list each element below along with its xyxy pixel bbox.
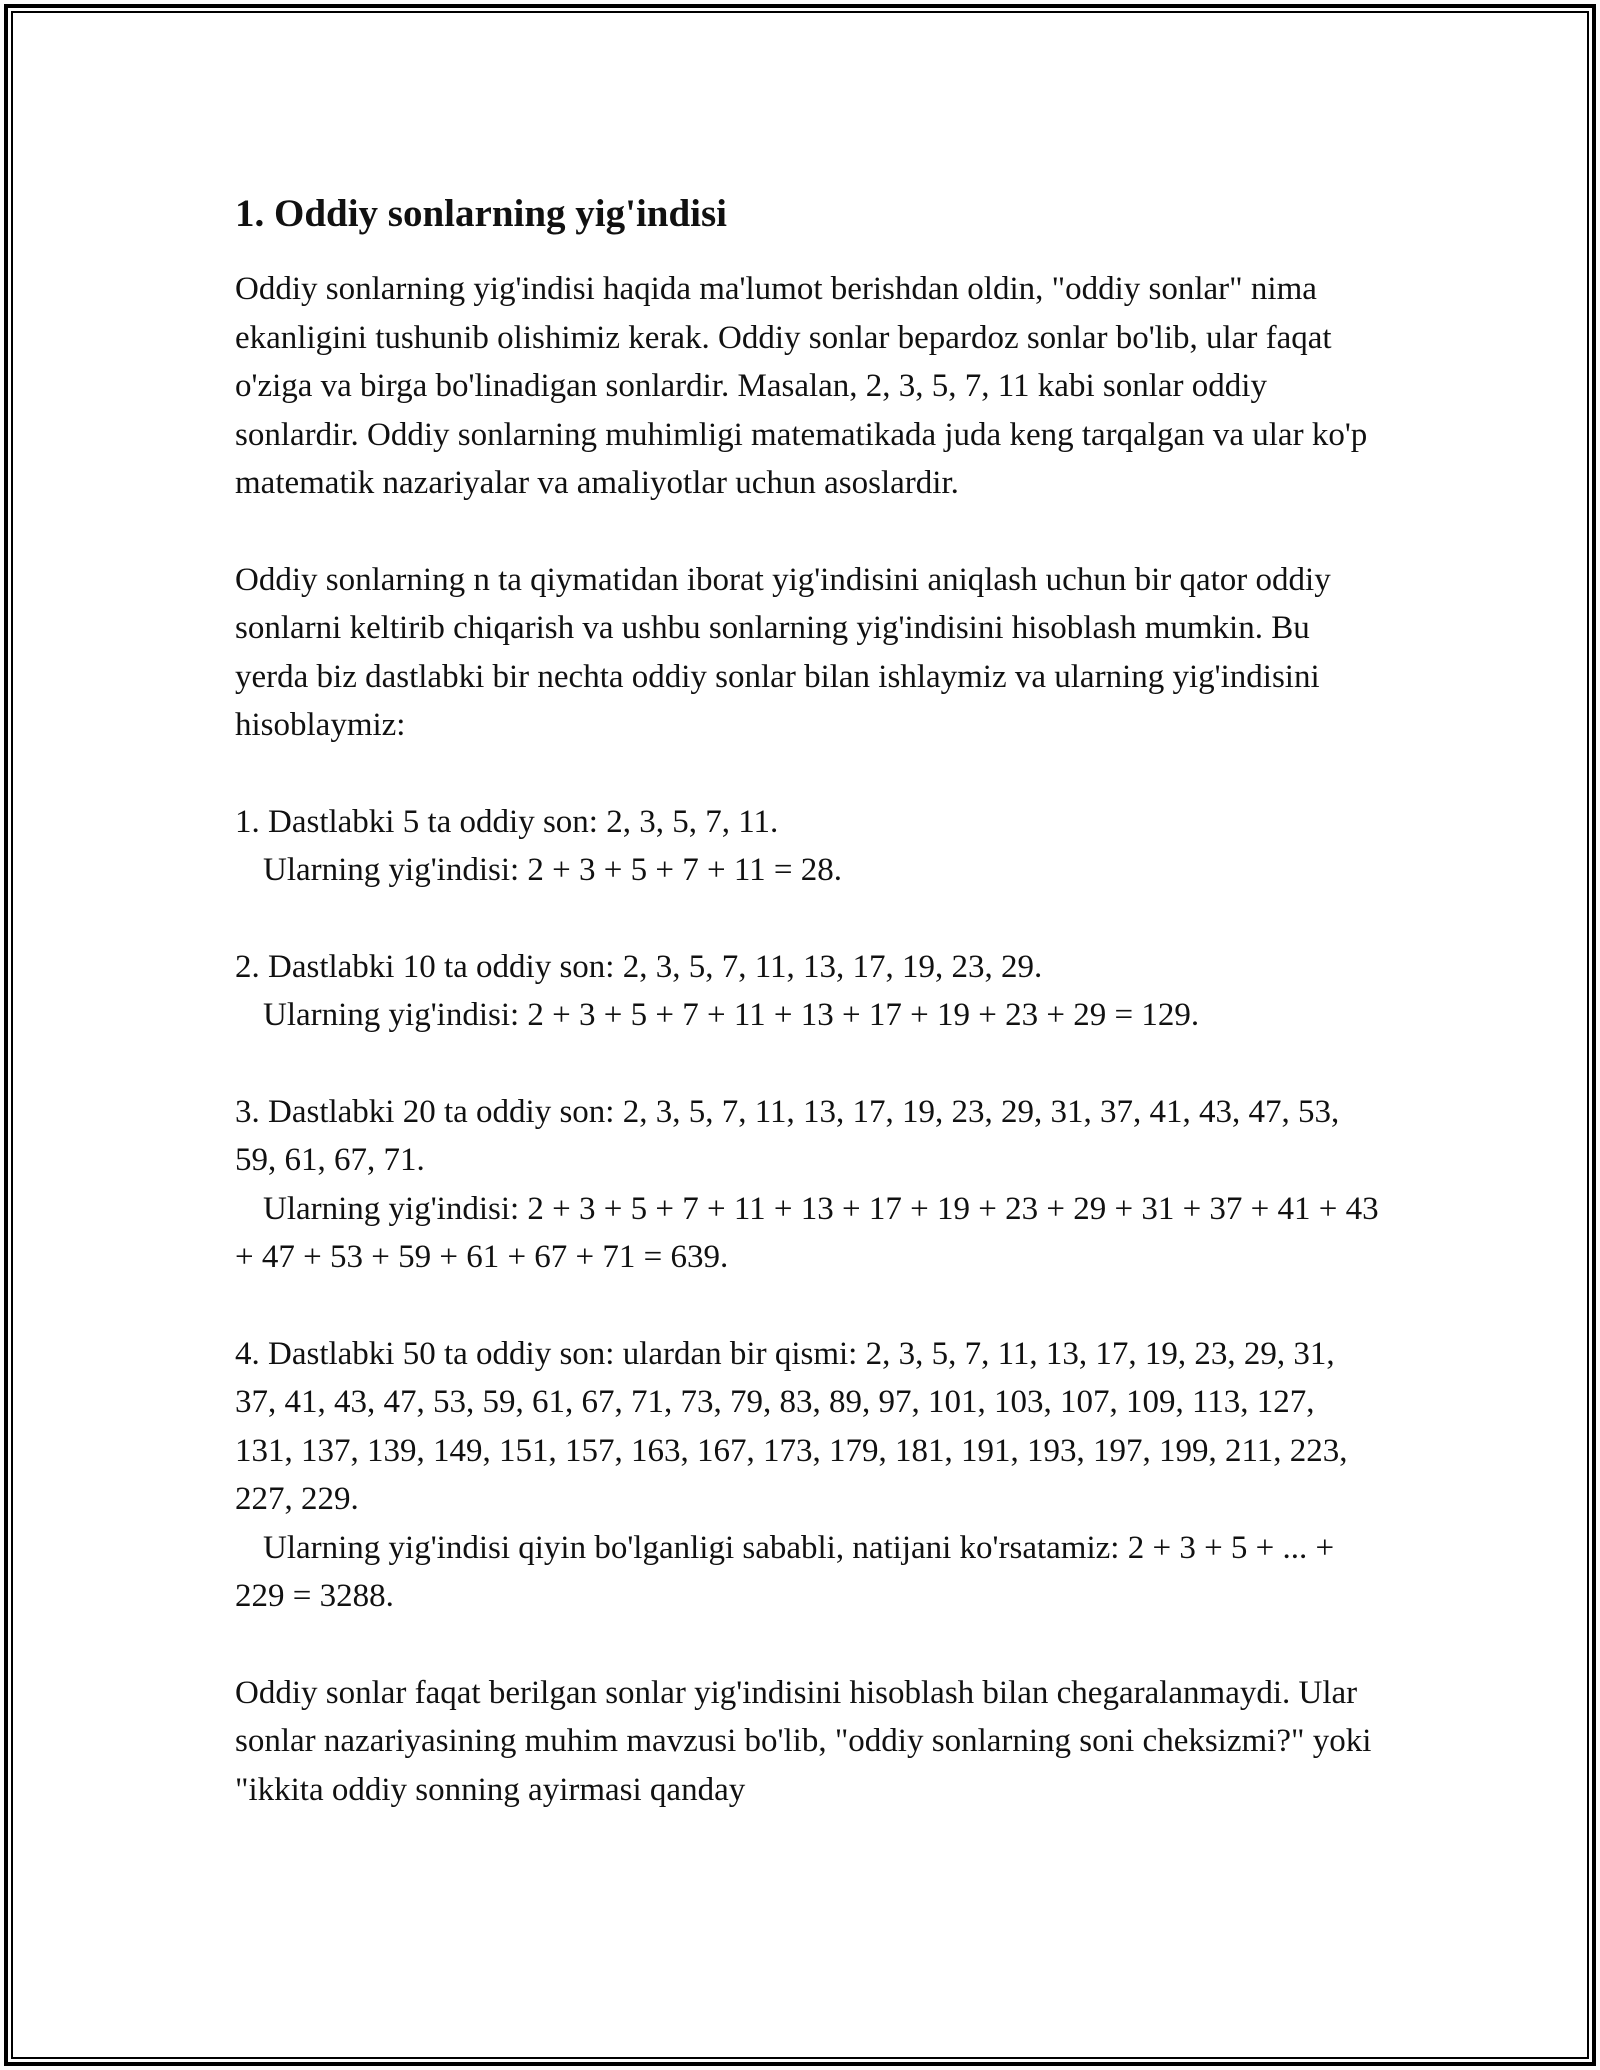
document-body xyxy=(235,185,1380,1862)
section-title: 1. Oddiy sonlarning yig'indisi xyxy=(235,192,728,235)
list-item-primes: 2. Dastlabki 10 ta oddiy son: 2, 3, 5, 7, 11, 13, 17, 19, 23, 29. xyxy=(235,948,1043,985)
list-item-primes: 3. Dastlabki 20 ta oddiy son: 2, 3, 5, 7, 11, 13, 17, 19, 23, 29, 31, 37, 41, 43, 47, 53, 59, 61, 67, 71. xyxy=(235,1093,1340,1178)
intro-paragraph: Oddiy sonlarning yig'indisi haqida ma'lumot berishdan oldin, "oddiy sonlar" nima ekanligini tushunib olishimiz kerak. Oddiy sonlar bepardoz sonlar bo'lib, ular faqat o'ziga va birga bo'linadigan sonlardir. Masalan, 2, 3, 5, 7, 11 kabi sonlar oddiy sonlardir. Oddiy sonlarning muhimligi matematikada juda keng tarqalgan va ular ko'p matematik nazariyalar va amaliyotlar uchun asoslardir. xyxy=(235,271,1368,501)
closing-paragraph: Oddiy sonlar faqat berilgan sonlar yig'indisini hisoblash bilan chegaralanmaydi. Ular sonlar nazariyasining muhim mavzusi bo'lib, "oddiy sonlarning soni cheksizmi?" yoki "ikkita oddiy sonning ayirmasi qanday xyxy=(235,1674,1372,1808)
list-item-sum: Ularning yig'indisi: 2 + 3 + 5 + 7 + 11 + 13 + 17 + 19 + 23 + 29 = 129. xyxy=(263,997,1200,1033)
list-item xyxy=(235,798,1380,895)
list-item-sum: Ularning yig'indisi: 2 + 3 + 5 + 7 + 11 = 28. xyxy=(263,852,843,888)
list-item-sum: Ularning yig'indisi: 2 + 3 + 5 + 7 + 11 + 13 + 17 + 19 + 23 + 29 + 31 + 37 + 41 + 43 + 47 + 53 + 59 + 61 + 67 + 71 = 639. xyxy=(235,1190,1379,1275)
method-paragraph: Oddiy sonlarning n ta qiymatidan iborat yig'indisini aniqlash uchun bir qator oddiy sonlarni keltirib chiqarish va ushbu sonlarning yig'indisini hisoblash mumkin. Bu yerda biz dastlabki bir nechta oddiy sonlar bilan ishlaymiz va ularning yig'indisini hisoblaymiz: xyxy=(235,561,1331,743)
list-item xyxy=(235,943,1380,1040)
list-item-primes: 1. Dastlabki 5 ta oddiy son: 2, 3, 5, 7, 11. xyxy=(235,803,779,840)
list-item-sum: Ularning yig'indisi qiyin bo'lganligi sababli, natijani ko'rsatamiz: 2 + 3 + 5 + ... + 229 = 3288. xyxy=(235,1529,1335,1614)
list-item xyxy=(235,1330,1380,1621)
list-item xyxy=(235,1088,1380,1282)
list-item-primes: 4. Dastlabki 50 ta oddiy son: ulardan bir qismi: 2, 3, 5, 7, 11, 13, 17, 19, 23, 29, 31, 37, 41, 43, 47, 53, 59, 61, 67, 71, 73, 79, 83, 89, 97, 101, 103, 107, 109, 113, 127, 131, 137, 139, 149, 151, 157, 163, 167, 173, 179, 181, 191, 193, 197, 199, 211, 223, 227, 229. xyxy=(235,1335,1348,1517)
